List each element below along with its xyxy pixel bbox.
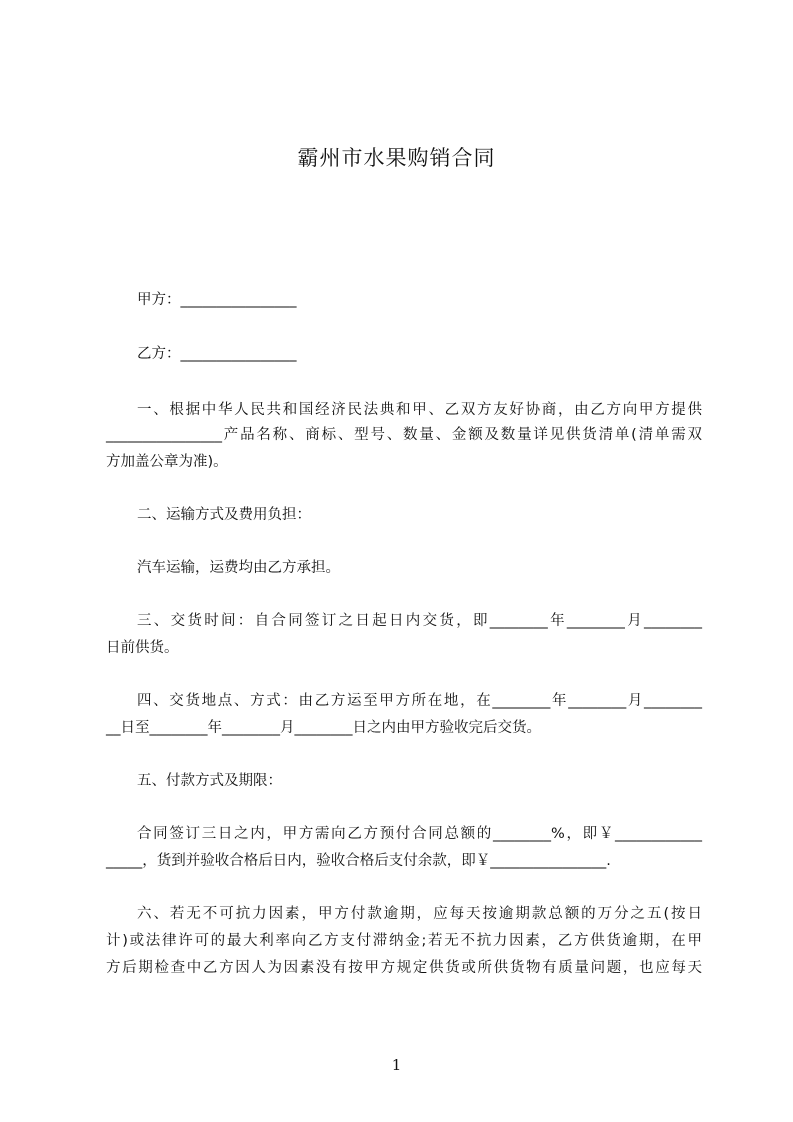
clause1-line1: 一、根据中华人民共和国经济民法典和甲、乙双方友好协商，由乙方向甲方提供 [137, 402, 702, 418]
clause2-heading: 二、运输方式及费用负担： [137, 507, 311, 523]
clause6-line2: 计)或法律许可的最大利率向乙方支付滞纳金;若无不抗力因素，乙方供货逾期，在甲 [106, 933, 702, 949]
clause1-line3: 方加盖公章为准)。 [106, 454, 228, 470]
page-number: 1 [391, 1056, 402, 1074]
clause5-heading: 五、付款方式及期限： [137, 773, 282, 789]
clause4-line1: 四、交货地点、方式：由乙方运至甲方所在地，在________年________月________ [137, 693, 702, 709]
party-a-line: 甲方：________________ [137, 292, 297, 308]
clause1-line2: ________________产品名称、商标、型号、数量、金额及数量详见供货清单(清单需双 [106, 427, 702, 443]
clause5-line2: _____，货到并验收合格后日内，验收合格后支付余款，即￥________________. [106, 853, 611, 869]
clause3-line2: 日前供货。 [106, 640, 179, 656]
clause3-line1: 三、交货时间：自合同签订之日起日内交货，即________年________月________ [137, 613, 702, 629]
document-title: 霸州市水果购销合同 [297, 146, 496, 170]
party-b-line: 乙方：________________ [137, 346, 297, 362]
clause2-body: 汽车运输，运费均由乙方承担。 [137, 560, 340, 576]
clause6-line1: 六、若无不可抗力因素，甲方付款逾期，应每天按逾期款总额的万分之五(按日 [137, 906, 702, 922]
clause4-line2: __日至________年________月________日之内由甲方验收完后交货。 [106, 720, 541, 736]
clause6-line3: 方后期检查中乙方因人为因素没有按甲方规定供货或所供货物有质量问题，也应每天 [106, 960, 702, 976]
clause5-line1: 合同签订三日之内，甲方需向乙方预付合同总额的________%，即￥____________ [137, 826, 702, 842]
